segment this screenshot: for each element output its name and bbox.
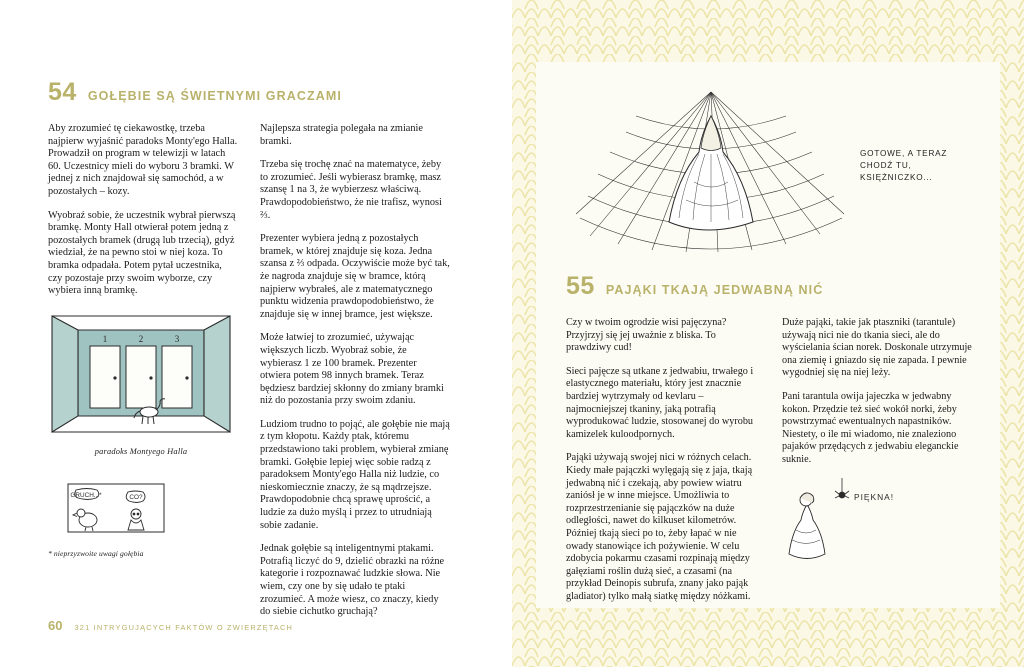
left-text-columns (48, 123, 468, 630)
bubble-text-co: CO? (129, 493, 143, 501)
right-text-columns (566, 317, 974, 614)
door-label-2: 2 (138, 333, 144, 344)
pigeon-drawing (48, 482, 218, 544)
monty-hall-caption: paradoks Montyego Halla (94, 446, 188, 456)
paragraph: Pająki używają swojej nici w różnych celach. Kiedy małe pajączki wylęgają się z jaja, tkają jedwabną nić i czekają, aby powiew wiatru zaniósł je w inne miejsce. Umożliwia to rozprzestrzenianie się pajączków na duże odległości, nawet do kilkuset kilometrów. Później tkają sieci po to, żeby łapać w nie owady stanowiące ich pożywienie. W celu zdobycia pokarmu czasami rozpinają między gałęziami roślin dużą sieć, a czasami (na przykład Deinopis subrufa, znany jako pająk gladiator) tylko małą siatkę między nóżkami. (566, 452, 753, 602)
person-figure (128, 509, 144, 530)
monty-hall-illustration (48, 312, 234, 456)
pigeon-figure (73, 509, 97, 531)
fact-number: 55 (566, 272, 595, 300)
spiderweb-drawing (566, 86, 856, 254)
fact-55-heading (566, 272, 974, 301)
spider-lady-drawing (782, 478, 972, 570)
right-column-1 (566, 317, 758, 614)
paragraph: Pani tarantula owija jajeczka w jedwabny kokon. Przędzie też sieć wokół norki, żeby powstrzymać ewentualnych napastników. Niestety, o ile mi wiadomo, nie znaleziono pajaków przędących z jedwabiu eleganckie suknie. (782, 390, 959, 465)
paragraph: Może łatwiej to zrozumieć, używając większych liczb. Wyobraź sobie, że wybierasz 1 ze 100 bramek. Prezenter otwiera potem 98 innych bramek. Teraz będziesz bardziej skłonny do zmiany bramki niż do pozostania przy swoim zdaniu. (260, 332, 444, 407)
paragraph: Jednak gołębie są inteligentnymi ptakami. Potrafią liczyć do 9, dzielić obrazki na różne kategorie i rozpoznawać ludzkie słowa. Nie wiem, czy one by się udało te ptaki zrozumieć. A może wiesz, co znaczy, kiedy do siebie cichutko gruchają? (260, 543, 445, 618)
left-column-2 (260, 123, 450, 630)
fact-title: PAJĄKI TKAJĄ JEDWABNĄ NIĆ (605, 283, 824, 297)
page-number: 60 (48, 618, 63, 633)
small-spider-figure (835, 478, 849, 498)
running-head: 321 INTRYGUJĄCYCH FAKTÓW O ZWIERZĘTACH (74, 623, 294, 632)
paragraph: Prezenter wybiera jedną z pozostałych bramek, w której znajduje się koza. Jedna szansa z ⅔ odpada. Oczywiście może być tak, że nagroda znajduje się w bramce, którą najpierw wybrałeś, ale z matematycznego punktu widzenia prawdopodobieństwo, że znajduje się w innej bramce, jest większe. (260, 233, 450, 320)
fact-54-heading (48, 78, 468, 107)
pigeon-caption: * nieprzyzwoite uwagi gołębia (48, 548, 144, 558)
spiderweb-illustration (566, 86, 974, 254)
silk-dress-figure (669, 116, 753, 230)
left-column-1 (48, 123, 238, 630)
fact-number: 54 (48, 78, 77, 106)
paragraph: Trzeba się trochę znać na matematyce, żeby to zrozumieć. Jeśli wybierasz bramkę, masz szansę 1 na 3, że wybierzesz właściwą. Prawdopodobieństwo, że nie trafisz, wynosi ⅔. (260, 159, 442, 221)
doors-drawing (48, 312, 234, 440)
right-column-2 (782, 317, 974, 614)
door-label-1: 1 (102, 333, 108, 344)
right-page (512, 0, 1024, 667)
paragraph: Najlepsza strategia polegała na zmianie bramki. (260, 123, 423, 147)
paragraph: Duże pająki, takie jak ptaszniki (tarantule) używają nici nie do tkania sieci, ale do wyścielania ścian norek. Doskonale utrzymuje ona ziemię i gniazdo się nie zapada. I pewnie wygodniej się na niej leży. (782, 317, 972, 379)
door-label-3: 3 (174, 333, 180, 344)
spider-lady-illustration (782, 478, 974, 570)
pigeon-illustration (48, 482, 234, 558)
lady-figure (789, 492, 825, 558)
paragraph: Wyobraź sobie, że uczestnik wybrał pierwszą bramkę. Monty Hall otwierał potem jedną z pozostałych bramek (drugą lub trzecią), gdyż wiedział, że na pewno stoi w niej koza. To bramka odpadała. Potem pytał uczestnika, czy pozostaje przy swoim wyborze, czy wybiera inną bramkę. (48, 209, 236, 297)
bubble-text-gruch: GRUCH...* (70, 491, 102, 499)
page-footer (48, 618, 293, 633)
speech-bubble-text: GOTOWE, A TERAZ CHODŹ TU, KSIĘŻNICZKO... (860, 149, 948, 182)
paragraph: Aby zrozumieć tę ciekawostkę, trzeba najpierw wyjaśnić paradoks Monty'ego Halla. Prowadził on program w telewizji w latach 60. Uczestnicy mieli do wyboru 3 bramki. W jednej z nich znajdował się samochód, a w pozostałych – kozy. (48, 123, 238, 197)
paragraph: Sieci pajęcze są utkane z jedwabiu, trwałego i elastycznego materiału, który jest znacznie bardziej wytrzymały od kevlaru – najmocniejszej tkaniny, jaką potrafią wyprodukować ludzie, stosowanej do wyrobu kamizelek kuloodpornych. (566, 365, 754, 440)
paragraph: Czy w twoim ogrodzie wisi pajęczyna? Przyjrzyj się jej uważnie z bliska. To prawdziwy cud! (566, 317, 727, 354)
fact-title: GOŁĘBIE SĄ ŚWIETNYMI GRACZAMI (87, 89, 342, 103)
right-page-content (566, 86, 974, 614)
paragraph: Ludziom trudno to pojąć, ale gołębie nie mają z tym kłopotu. Każdy ptak, któremu przedstawiono taki problem, wybierał zmianę bramki. Gołębie lepiej więc sobie radzą z paradoksem Monty'ego Halla niż ludzie, co nieskomiecznie znaczy, że są mądrzejsze. Prawdopodobnie chcą sprawę uprościć, a ludzie za dużo myślą i przez to utrudniają sobie zadanie. (260, 418, 450, 531)
piekna-label: PIĘKNA! (854, 491, 895, 502)
